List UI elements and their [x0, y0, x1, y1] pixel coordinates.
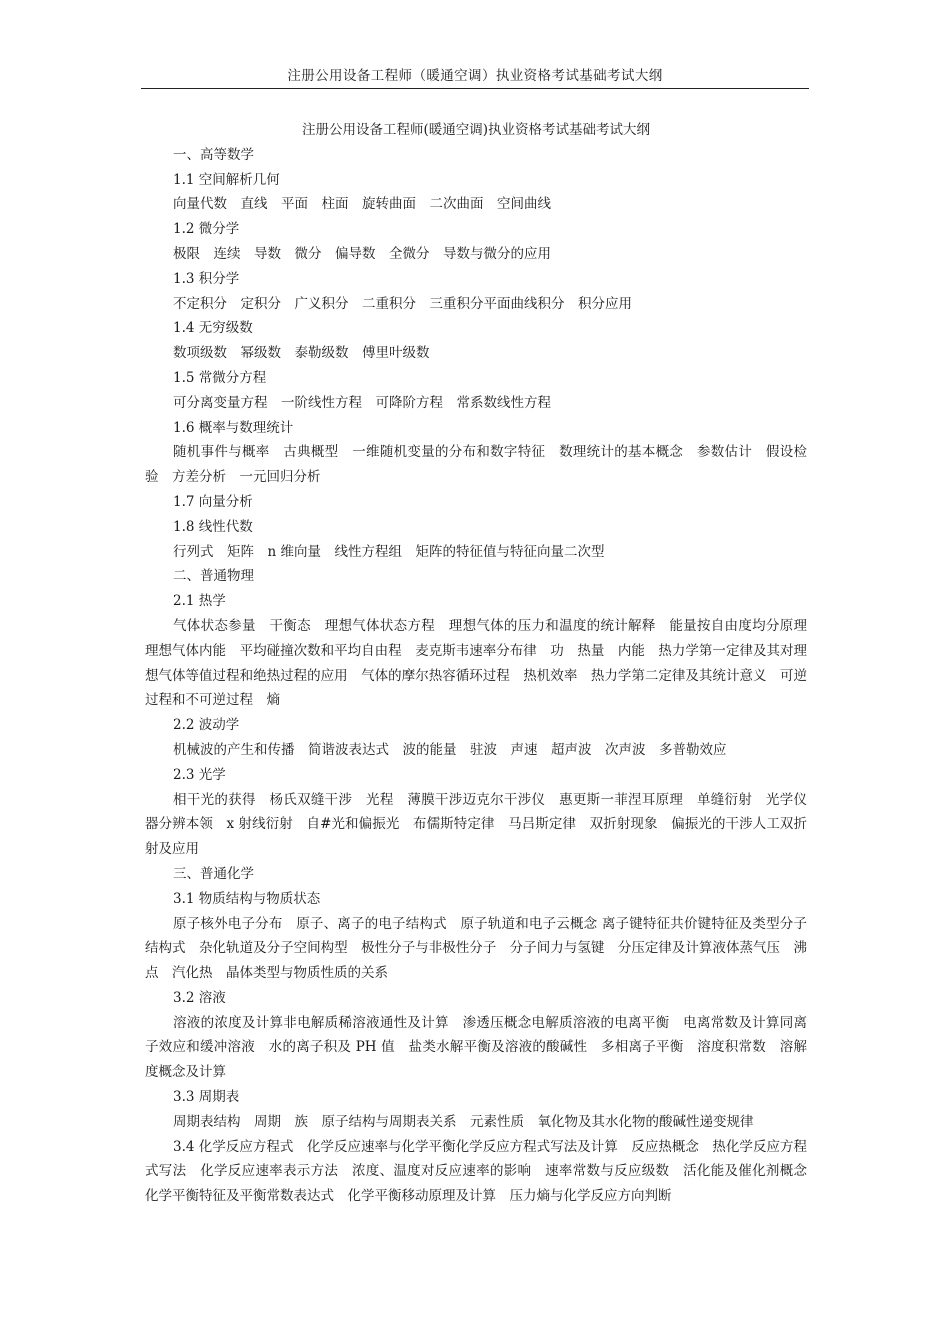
subsection-title: 2.3 光学: [173, 766, 226, 783]
section-heading: 一、高等数学: [173, 146, 254, 163]
document-title: 注册公用设备工程师(暖通空调)执业资格考试基础考试大纲: [301, 122, 651, 138]
subsection-body: 向量代数 直线 平面 柱面 旋转曲面 二次曲面 空间曲线: [173, 196, 551, 213]
subsection-body: 极限 连续 导数 微分 偏导数 全微分 导数与微分的应用: [173, 245, 551, 262]
subsection-body: 机械波的产生和传播 简谐波表达式 波的能量 驻波 声速 超声波 次声波 多普勒效应: [173, 741, 727, 758]
subsection-body: 溶液的浓度及计算非电解质稀溶液通性及计算 渗透压概念电解质溶液的电离平衡 电离常数及计算同离子效应和缓冲溶液 水的离子积及 PH 值 盐类水解平衡及溶液的酸碱性 多相离子平衡 溶度积常数 溶解度概念及计算: [145, 1014, 807, 1081]
subsection-title: 1.8 线性代数: [173, 518, 253, 535]
section-heading: 三、普通化学: [173, 865, 254, 882]
document-body: [145, 118, 821, 1209]
subsection-title: 3.1 物质结构与物质状态: [173, 890, 321, 907]
subsection-title: 3.2 溶液: [173, 989, 226, 1006]
header-rule: [141, 88, 809, 89]
running-header: 注册公用设备工程师（暖通空调）执业资格考试基础考试大纲: [287, 68, 663, 84]
subsection-body: 周期表结构 周期 族 原子结构与周期表关系 元素性质 氧化物及其水化物的酸碱性递变规律: [173, 1113, 754, 1130]
subsection-body: 原子核外电子分布 原子、离子的电子结构式 原子轨道和电子云概念 离子键特征共价键特征及类型分子结构式 杂化轨道及分子空间构型 极性分子与非极性分子 分子间力与氢键 分压定律及计算液体蒸气压 沸点 汽化热 晶体类型与物质性质的关系: [145, 915, 807, 982]
subsection-body: 可分离变量方程 一阶线性方程 可降阶方程 常系数线性方程: [173, 394, 551, 411]
subsection-body: 随机事件与概率 古典概型 一维随机变量的分布和数字特征 数理统计的基本概念 参数估计 假设检验 方差分析 一元回归分析: [145, 444, 807, 486]
subsection-title: 1.2 微分学: [173, 221, 240, 238]
subsection-title: 1.6 概率与数理统计: [173, 419, 294, 436]
subsection-body: 行列式 矩阵 n 维向量 线性方程组 矩阵的特征值与特征向量二次型: [173, 543, 605, 560]
subsection-title: 1.7 向量分析: [173, 493, 253, 510]
subsection-title: 1.5 常微分方程: [173, 369, 267, 386]
subsection-body: 不定积分 定积分 广义积分 二重积分 三重积分平面曲线积分 积分应用: [173, 295, 632, 312]
subsection-body: 相干光的获得 杨氏双缝干涉 光程 薄膜干涉迈克尔干涉仪 惠更斯一菲涅耳原理 单缝衍射 光学仪器分辨本领 x 射线衍射 自#光和偏振光 布儒斯特定律 马吕斯定律 双折射现象 偏振光的干涉人工双折射及应用: [145, 791, 807, 858]
subsection-title: 1.1 空间解析几何: [173, 171, 280, 188]
subsection-title: 2.2 波动学: [173, 717, 240, 734]
subsection-body: 3.4 化学反应方程式 化学反应速率与化学平衡化学反应方程式写法及计算 反应热概念 热化学反应方程式写法 化学反应速率表示方法 浓度、温度对反应速率的影响 速率常数与反应级数 活化能及催化剂概念 化学平衡特征及平衡常数表达式 化学平衡移动原理及计算 压力熵与化学反应方向判断: [145, 1138, 821, 1205]
subsection-title: 3.3 周期表: [173, 1089, 240, 1106]
subsection-body: 数项级数 幂级数 泰勒级数 傅里叶级数: [173, 345, 430, 362]
subsection-title: 1.4 无穷级数: [173, 320, 253, 337]
subsection-title: 1.3 积分学: [173, 270, 240, 287]
subsection-body: 气体状态参量 干衡态 理想气体状态方程 理想气体的压力和温度的统计解释 能量按自由度均分原理 理想气体内能 平均碰撞次数和平均自由程 麦克斯韦速率分布律 功 热量 内能 热力学第一定律及其对理想气体等值过程和绝热过程的应用 气体的摩尔热容循环过程 热机效率 热力学第二定律及其统计意义 可逆过程和不可逆过程 熵: [145, 617, 821, 709]
subsection-title: 2.1 热学: [173, 593, 226, 610]
section-heading: 二、普通物理: [173, 568, 254, 585]
